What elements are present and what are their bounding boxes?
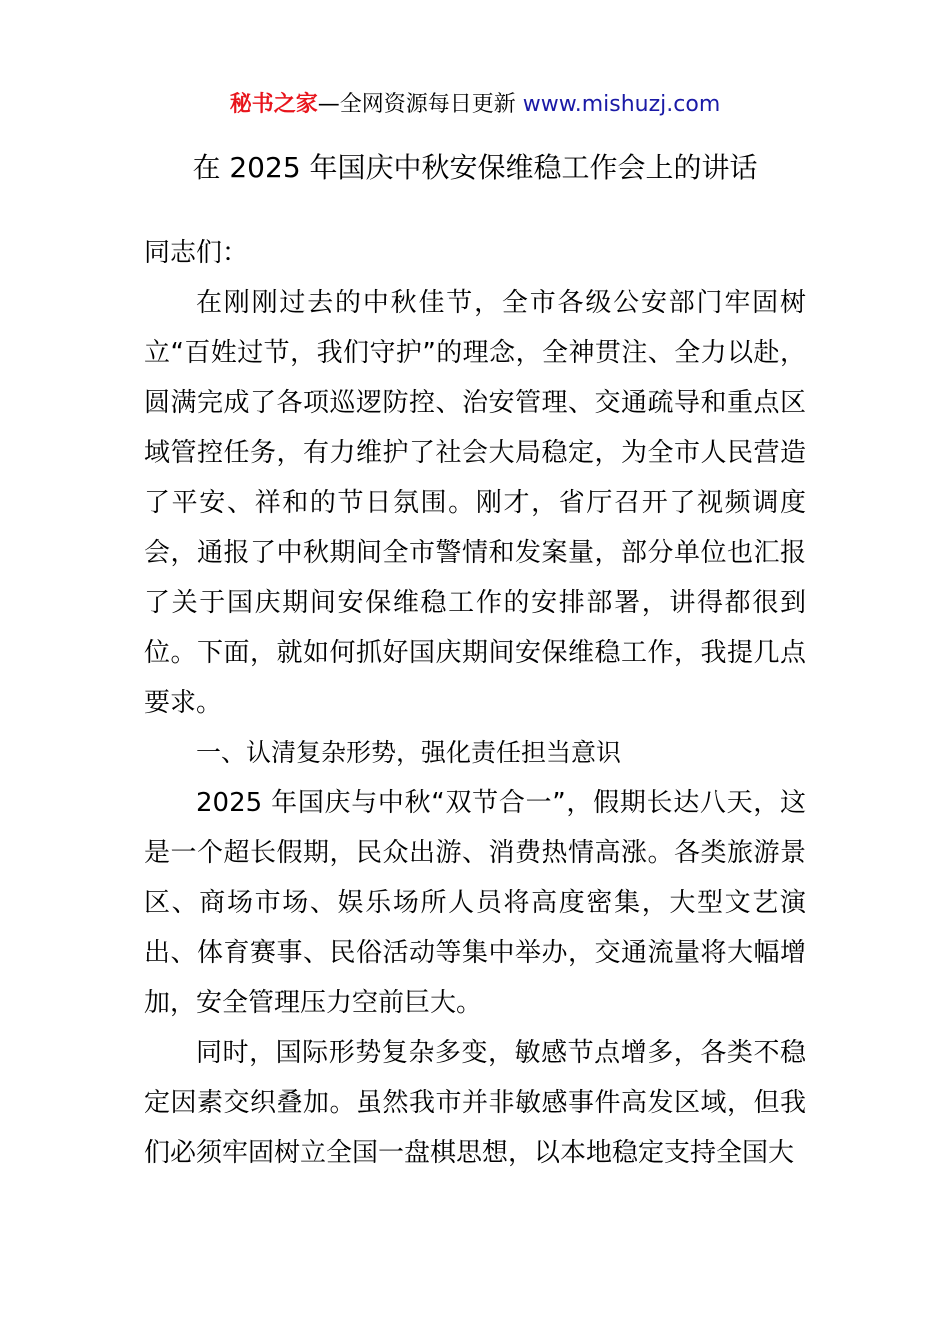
paragraph: 2025 年国庆与中秋“双节合一”，假期长达八天，这是一个超长假期，民众出游、消费热情高涨。各类旅游景区、商场市场、娱乐场所人员将高度密集，大型文艺演出、体育赛事、民俗活动等集中举办，交通流量将大幅增加，安全管理压力空前巨大。 <box>144 788 806 1018</box>
section-heading: 一、认清复杂形势，强化责任担当意识 <box>196 738 622 767</box>
salutation: 同志们： <box>144 238 249 268</box>
site-name: 秘书之家 <box>229 92 318 117</box>
paragraph: 同时，国际形势复杂多变，敏感节点增多，各类不稳定因素交织叠加。虽然我市并非敏感事件高发区域，但我们必须牢固树立全国一盘棋思想，以本地稳定支持全国大 <box>144 1038 806 1168</box>
document-title: 在 2025 年国庆中秋安保维稳工作会上的讲话 <box>192 151 758 184</box>
site-url-link[interactable]: www.mishuzj.com <box>522 92 721 117</box>
site-slogan: —全网资源每日更新 <box>317 92 523 117</box>
paragraph: 在刚刚过去的中秋佳节，全市各级公安部门牢固树立“百姓过节，我们守护”的理念，全神贯注、全力以赴，圆满完成了各项巡逻防控、治安管理、交通疏导和重点区域管控任务，有力维护了社会大局稳定，为全市人民营造了平安、祥和的节日氛围。刚才，省厅召开了视频调度会，通报了中秋期间全市警情和发案量，部分单位也汇报了关于国庆期间安保维稳工作的安排部署，讲得都很到位。下面，就如何抓好国庆期间安保维稳工作，我提几点要求。 <box>144 288 806 718</box>
site-header <box>0 90 950 120</box>
document-body <box>144 228 806 1178</box>
